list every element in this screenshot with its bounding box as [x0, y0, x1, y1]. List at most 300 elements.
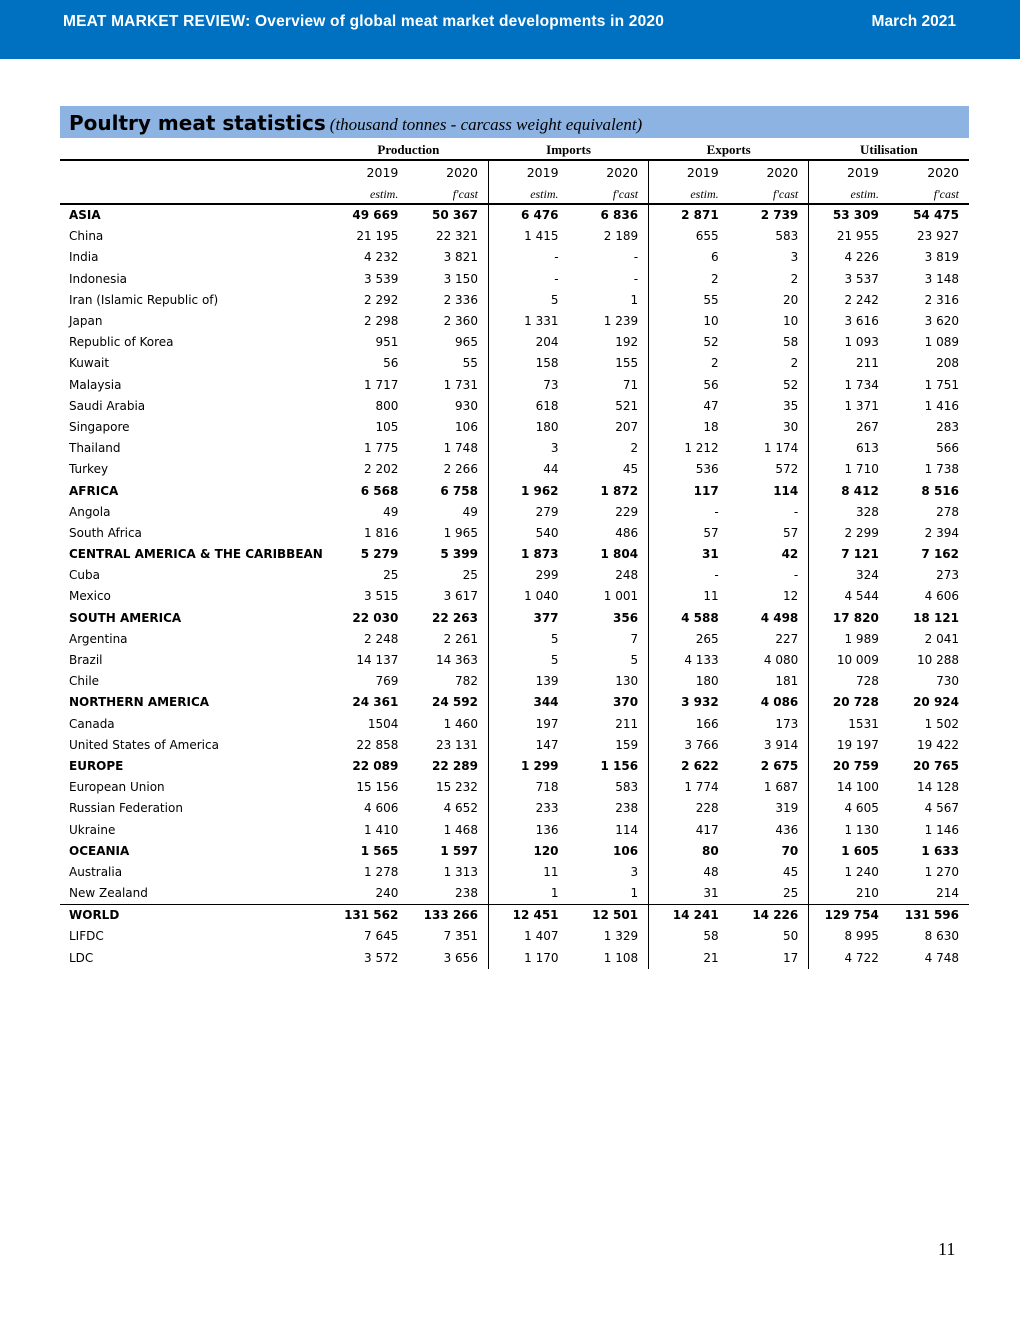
- value-cell: 55: [408, 353, 488, 374]
- value-cell: 35: [729, 396, 809, 417]
- value-cell: 279: [535, 504, 559, 519]
- value-cell: 521: [569, 396, 649, 417]
- value-cell: 136: [535, 822, 559, 837]
- value-cell: 22 030: [352, 610, 399, 625]
- value-cell: 18: [703, 419, 719, 434]
- value-cell: 22 858: [356, 737, 399, 752]
- value-cell: 7 162: [921, 547, 959, 562]
- value-cell: 1 565: [360, 843, 399, 858]
- value-cell: 56: [383, 356, 399, 371]
- value-cell: 1 270: [924, 864, 959, 879]
- value-cell: 6: [711, 250, 719, 265]
- value-cell: 2 622: [681, 758, 719, 773]
- row-label: LDC: [69, 950, 94, 965]
- value-cell: 3 932: [681, 695, 719, 710]
- value-cell: 328: [855, 504, 879, 519]
- value-cell: 1: [569, 883, 649, 905]
- value-cell: 12 451: [488, 905, 568, 927]
- value-cell: 540: [535, 525, 559, 540]
- row-label: Russian Federation: [69, 801, 183, 816]
- value-cell: 1 962: [520, 483, 559, 498]
- value-cell: 1 751: [924, 377, 959, 392]
- value-cell: -: [569, 269, 649, 290]
- value-cell: 70: [729, 841, 809, 862]
- value-cell: 10 009: [836, 653, 879, 668]
- forecast-label: f'cast: [729, 185, 809, 204]
- value-cell: 15 156: [356, 780, 399, 795]
- value-cell: 50: [729, 926, 809, 947]
- header-banner: [0, 0, 1020, 59]
- value-cell: 31: [703, 886, 719, 901]
- value-cell: 2: [729, 269, 809, 290]
- value-cell: 45: [569, 459, 649, 480]
- value-cell: 1 597: [408, 841, 488, 862]
- table-row-region: [60, 544, 969, 565]
- value-cell: 4 086: [729, 692, 809, 713]
- value-cell: 1 093: [844, 335, 879, 350]
- value-cell: 267: [855, 419, 879, 434]
- value-cell: 19 197: [836, 737, 879, 752]
- value-cell: 718: [535, 780, 559, 795]
- value-cell: 158: [535, 356, 559, 371]
- value-cell: 1 605: [841, 843, 879, 858]
- value-cell: 129 754: [809, 905, 889, 927]
- value-cell: 5: [550, 631, 559, 646]
- row-label: India: [69, 250, 99, 265]
- value-cell: 192: [569, 332, 649, 353]
- value-cell: 1 775: [364, 441, 399, 456]
- table-row-region: [60, 204, 969, 226]
- value-cell: 1 502: [924, 716, 959, 731]
- value-cell: 47: [703, 398, 719, 413]
- table-row-region: [60, 692, 969, 713]
- value-cell: 655: [695, 229, 719, 244]
- estimate-label: estim.: [809, 185, 889, 204]
- table-row: [60, 523, 969, 544]
- value-cell: 3 572: [364, 950, 399, 965]
- value-cell: 2 871: [681, 208, 719, 223]
- table-row: [60, 862, 969, 883]
- table-row: [60, 629, 969, 650]
- estimate-header-row: [60, 185, 969, 204]
- table-row-region: [60, 905, 969, 927]
- value-cell: 728: [855, 674, 879, 689]
- value-cell: 17 820: [832, 610, 879, 625]
- value-cell: 25: [383, 568, 399, 583]
- value-cell: 1 872: [569, 480, 649, 501]
- row-label: Saudi Arabia: [69, 398, 146, 413]
- value-cell: 3 616: [844, 314, 879, 329]
- value-cell: 4 606: [364, 801, 399, 816]
- value-cell: 2 041: [924, 631, 959, 646]
- value-cell: 2 298: [364, 314, 399, 329]
- value-cell: 14 128: [917, 780, 959, 795]
- row-label: China: [69, 229, 104, 244]
- value-cell: 2: [729, 353, 809, 374]
- table-row: [60, 948, 969, 969]
- year-header: 2019: [686, 165, 719, 180]
- value-cell: 22 089: [352, 758, 399, 773]
- report-title: MEAT MARKET REVIEW: Overview of global meat market developments in 2020: [63, 13, 665, 30]
- value-cell: 4 605: [844, 801, 879, 816]
- table-row: [60, 353, 969, 374]
- value-cell: 23 927: [917, 229, 959, 244]
- value-cell: 155: [569, 353, 649, 374]
- table-row: [60, 502, 969, 523]
- row-label: Australia: [69, 864, 123, 879]
- year-header: 2020: [408, 160, 488, 185]
- value-cell: 159: [569, 735, 649, 756]
- value-cell: 166: [695, 716, 719, 731]
- value-cell: 1 416: [924, 398, 959, 413]
- value-cell: -: [554, 271, 559, 286]
- row-label: EUROPE: [69, 758, 124, 773]
- value-cell: 18 121: [913, 610, 959, 625]
- value-cell: 613: [855, 441, 879, 456]
- value-cell: 211: [855, 356, 879, 371]
- value-cell: 3 539: [364, 271, 399, 286]
- value-cell: -: [729, 502, 809, 523]
- value-cell: -: [554, 250, 559, 265]
- table-title-bar: [60, 106, 969, 138]
- value-cell: 12 501: [569, 905, 649, 927]
- row-label: New Zealand: [69, 886, 148, 901]
- table-row: [60, 417, 969, 438]
- value-cell: 1 278: [364, 864, 399, 879]
- value-cell: 1 299: [520, 758, 559, 773]
- value-cell: 1 156: [569, 756, 649, 777]
- value-cell: 2 739: [729, 204, 809, 226]
- row-label: Kuwait: [69, 356, 110, 371]
- report-date: March 2021: [871, 13, 956, 30]
- value-cell: 58: [729, 332, 809, 353]
- row-label: Argentina: [69, 631, 128, 646]
- value-cell: 2 261: [408, 629, 488, 650]
- value-cell: 20 759: [832, 758, 879, 773]
- value-cell: 1 040: [524, 589, 559, 604]
- value-cell: 120: [533, 843, 559, 858]
- table-row-region: [60, 480, 969, 501]
- value-cell: 3: [729, 247, 809, 268]
- value-cell: 3 766: [684, 737, 719, 752]
- value-cell: 5 279: [360, 547, 399, 562]
- value-cell: 20: [729, 290, 809, 311]
- row-label: South Africa: [69, 525, 142, 540]
- value-cell: 4 722: [844, 950, 879, 965]
- forecast-label: f'cast: [889, 185, 969, 204]
- value-cell: 8 516: [921, 483, 959, 498]
- value-cell: 131 596: [889, 905, 969, 927]
- value-cell: 3 148: [924, 271, 959, 286]
- value-cell: 58: [703, 929, 719, 944]
- table-row: [60, 396, 969, 417]
- value-cell: 8 412: [841, 483, 879, 498]
- value-cell: 3 914: [729, 735, 809, 756]
- value-cell: 3 537: [844, 271, 879, 286]
- value-cell: 211: [569, 714, 649, 735]
- value-cell: 24 361: [352, 695, 399, 710]
- value-cell: 14 100: [836, 780, 879, 795]
- row-label: OCEANIA: [69, 843, 130, 858]
- value-cell: 48: [703, 864, 719, 879]
- value-cell: 4 498: [729, 608, 809, 629]
- value-cell: 228: [695, 801, 719, 816]
- value-cell: 7: [569, 629, 649, 650]
- value-cell: 57: [729, 523, 809, 544]
- row-label: WORLD: [60, 905, 328, 927]
- year-header: 2020: [927, 165, 959, 180]
- value-cell: 52: [729, 375, 809, 396]
- table-row: [60, 926, 969, 947]
- value-cell: 14 363: [408, 650, 488, 671]
- value-cell: 2 242: [844, 292, 879, 307]
- value-cell: 42: [729, 544, 809, 565]
- value-cell: 1 965: [408, 523, 488, 544]
- value-cell: 1 108: [569, 948, 649, 969]
- value-cell: 7 351: [408, 926, 488, 947]
- table-row: [60, 438, 969, 459]
- table-row: [60, 375, 969, 396]
- value-cell: 1 212: [684, 441, 719, 456]
- value-cell: 951: [375, 335, 399, 350]
- estimate-label: estim.: [649, 185, 729, 204]
- value-cell: 1 001: [569, 586, 649, 607]
- value-cell: 238: [569, 798, 649, 819]
- value-cell: 572: [729, 459, 809, 480]
- table-row: [60, 565, 969, 586]
- value-cell: 180: [535, 419, 559, 434]
- value-cell: 1504: [367, 716, 399, 731]
- value-cell: 3 821: [408, 247, 488, 268]
- value-cell: 57: [703, 525, 719, 540]
- value-cell: 12: [729, 586, 809, 607]
- value-cell: 114: [569, 819, 649, 840]
- row-label: Angola: [69, 504, 111, 519]
- value-cell: 240: [375, 886, 399, 901]
- value-cell: 4 133: [684, 653, 719, 668]
- value-cell: 197: [535, 716, 559, 731]
- value-cell: 180: [695, 674, 719, 689]
- table-row: [60, 290, 969, 311]
- value-cell: 1 710: [844, 462, 879, 477]
- value-cell: 229: [569, 502, 649, 523]
- value-cell: 22 321: [408, 226, 488, 247]
- value-cell: 7 645: [364, 929, 399, 944]
- row-label: Ukraine: [69, 822, 116, 837]
- value-cell: 1531: [848, 716, 879, 731]
- value-cell: 1 687: [729, 777, 809, 798]
- value-cell: 319: [729, 798, 809, 819]
- row-label: ASIA: [69, 208, 101, 223]
- value-cell: 782: [408, 671, 488, 692]
- value-cell: 25: [729, 883, 809, 905]
- value-cell: 2 360: [408, 311, 488, 332]
- page-number: 11: [938, 1239, 956, 1259]
- value-cell: 49: [408, 502, 488, 523]
- value-cell: 10: [703, 314, 719, 329]
- value-cell: 114: [729, 480, 809, 501]
- value-cell: 6 758: [408, 480, 488, 501]
- year-header: 2020: [569, 160, 649, 185]
- value-cell: 80: [701, 843, 719, 858]
- value-cell: 233: [535, 801, 559, 816]
- row-label: NORTHERN AMERICA: [69, 695, 210, 710]
- value-cell: 5: [550, 653, 559, 668]
- value-cell: 356: [569, 608, 649, 629]
- value-cell: 1: [569, 290, 649, 311]
- value-cell: 2 248: [364, 631, 399, 646]
- table-title-main: Poultry meat statistics: [69, 111, 326, 135]
- value-cell: 20 728: [832, 695, 879, 710]
- table-row-region: [60, 841, 969, 862]
- value-cell: 5 399: [408, 544, 488, 565]
- value-cell: 181: [729, 671, 809, 692]
- value-cell: 324: [855, 568, 879, 583]
- value-cell: 227: [729, 629, 809, 650]
- value-cell: 1 717: [364, 377, 399, 392]
- value-cell: 1 089: [924, 335, 959, 350]
- value-cell: 1 170: [524, 950, 559, 965]
- value-cell: 1 460: [408, 714, 488, 735]
- value-cell: 71: [569, 375, 649, 396]
- value-cell: 1 329: [569, 926, 649, 947]
- table-row: [60, 798, 969, 819]
- value-cell: 2 292: [364, 292, 399, 307]
- value-cell: -: [729, 565, 809, 586]
- value-cell: 21 195: [356, 229, 399, 244]
- value-cell: 1 239: [569, 311, 649, 332]
- table-title-unit: (thousand tonnes - carcass weight equivalent): [329, 115, 643, 134]
- column-group-header-row: [60, 141, 969, 160]
- value-cell: 207: [569, 417, 649, 438]
- value-cell: 15 232: [408, 777, 488, 798]
- value-cell: 1 313: [408, 862, 488, 883]
- value-cell: 2: [711, 271, 719, 286]
- empty-header-cell: [60, 185, 328, 204]
- value-cell: 210: [855, 886, 879, 901]
- value-cell: 14 137: [356, 653, 399, 668]
- value-cell: 7 121: [841, 547, 879, 562]
- value-cell: 1 146: [924, 822, 959, 837]
- value-cell: 130: [569, 671, 649, 692]
- value-cell: 56: [703, 377, 719, 392]
- forecast-label: f'cast: [408, 185, 488, 204]
- value-cell: 486: [569, 523, 649, 544]
- value-cell: 370: [569, 692, 649, 713]
- year-header: 2019: [366, 165, 399, 180]
- row-label: Brazil: [69, 653, 103, 668]
- value-cell: 248: [569, 565, 649, 586]
- value-cell: 106: [569, 841, 649, 862]
- value-cell: 8 630: [924, 929, 959, 944]
- value-cell: 22 289: [408, 756, 488, 777]
- table-row: [60, 247, 969, 268]
- table-row: [60, 459, 969, 480]
- value-cell: 106: [408, 417, 488, 438]
- table-row: [60, 714, 969, 735]
- value-cell: 204: [535, 335, 559, 350]
- value-cell: 566: [936, 441, 959, 456]
- value-cell: 1 774: [684, 780, 719, 795]
- value-cell: 5: [550, 292, 559, 307]
- value-cell: 2 394: [924, 525, 959, 540]
- estimate-label: estim.: [488, 185, 568, 204]
- table-row: [60, 883, 969, 905]
- value-cell: 4 226: [844, 250, 879, 265]
- value-cell: 1 748: [408, 438, 488, 459]
- value-cell: 2 202: [364, 462, 399, 477]
- value-cell: 273: [936, 568, 959, 583]
- value-cell: 583: [729, 226, 809, 247]
- group-header-exports: Exports: [649, 141, 809, 160]
- value-cell: 31: [701, 547, 719, 562]
- value-cell: 19 422: [917, 737, 959, 752]
- value-cell: 1 407: [524, 929, 559, 944]
- value-cell: 6 476: [520, 208, 559, 223]
- value-cell: 173: [729, 714, 809, 735]
- value-cell: 1: [550, 886, 559, 901]
- table-row: [60, 777, 969, 798]
- value-cell: 4 652: [408, 798, 488, 819]
- row-label: Iran (Islamic Republic of): [69, 292, 219, 307]
- value-cell: 769: [375, 674, 399, 689]
- value-cell: 25: [408, 565, 488, 586]
- value-cell: 3 515: [364, 589, 399, 604]
- value-cell: 4 588: [681, 610, 719, 625]
- value-cell: 265: [695, 631, 719, 646]
- row-label: Republic of Korea: [69, 335, 174, 350]
- value-cell: 11: [703, 589, 719, 604]
- value-cell: 1 174: [729, 438, 809, 459]
- year-header: 2020: [729, 160, 809, 185]
- value-cell: 1 240: [844, 864, 879, 879]
- row-label: AFRICA: [69, 483, 119, 498]
- row-label: Chile: [69, 674, 100, 689]
- table-body: [60, 204, 969, 969]
- table-row: [60, 650, 969, 671]
- value-cell: 8 995: [844, 929, 879, 944]
- value-cell: 4 544: [844, 589, 879, 604]
- value-cell: 2 266: [408, 459, 488, 480]
- row-label: Cuba: [69, 568, 100, 583]
- value-cell: -: [714, 504, 719, 519]
- value-cell: 1 415: [524, 229, 559, 244]
- group-header-imports: Imports: [488, 141, 648, 160]
- table-row: [60, 586, 969, 607]
- row-label: CENTRAL AMERICA & THE CARIBBEAN: [69, 547, 323, 562]
- value-cell: 24 592: [408, 692, 488, 713]
- value-cell: 2 299: [844, 525, 879, 540]
- value-cell: 3: [569, 862, 649, 883]
- value-cell: 3 617: [408, 586, 488, 607]
- value-cell: 2: [711, 356, 719, 371]
- row-label: European Union: [69, 780, 165, 795]
- value-cell: 4 567: [924, 801, 959, 816]
- value-cell: 730: [936, 674, 959, 689]
- table-row: [60, 735, 969, 756]
- value-cell: 1 371: [844, 398, 879, 413]
- value-cell: 10: [729, 311, 809, 332]
- value-cell: 55: [703, 292, 719, 307]
- value-cell: 3 819: [924, 250, 959, 265]
- value-cell: 618: [535, 398, 559, 413]
- value-cell: 208: [936, 356, 959, 371]
- value-cell: 14 241: [649, 905, 729, 927]
- value-cell: 583: [569, 777, 649, 798]
- empty-header-cell: [60, 160, 328, 185]
- value-cell: -: [569, 247, 649, 268]
- value-cell: 1 468: [408, 819, 488, 840]
